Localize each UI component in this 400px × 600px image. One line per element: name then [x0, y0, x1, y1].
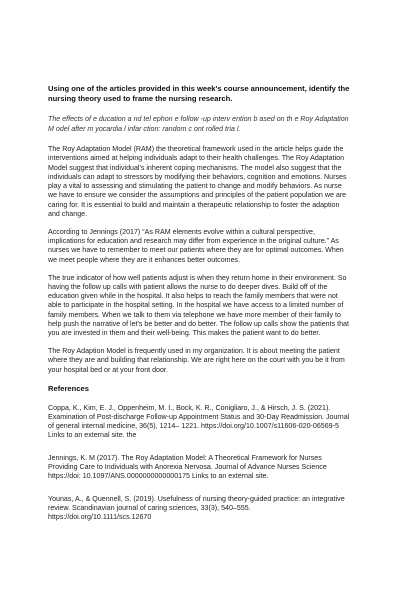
reference-item-1: Coppa, K., Kim, E. J., Oppenheim, M. I., Bock, K. R., Conigliaro, J., & Hirsch, J. S. (2021). Examination of Post-discharge Follow-up Appointment Status and 30-Day Readmission. Journal of general internal medicine, 36(5), 1214– 1221. https://doi.org/10.1007/s11606-020-06569-5 Links to an external site. the — [48, 403, 350, 440]
reference-item-2: Jennings, K. M (2017). The Roy Adaptation Model: A Theoretical Framework for Nurses Providing Care to Individuals with Anorexia Nervosa. Journal of Advance Nurses Science https://doi: 10.1097/ANS.0000000000000175 Links to an external site. — [48, 453, 327, 481]
assignment-question: Using one of the articles provided in this week's course announcement, identify the nursing theory used to frame the nursing research. — [48, 84, 350, 103]
body-paragraph-4: The Roy Adaption Model is frequently used in my organization. It is about meeting the patient where they are and building that relationship. We are right here on the court with you be it from your hospital bed or at your front door. — [48, 347, 345, 374]
reference-item-3: Younas, A., & Quennell, S. (2019). Usefulness of nursing theory-guided practice: an integrative review. Scandinavian journal of caring sciences, 33(3), 540–555. https://doi.org/10.1111/scs.12670 — [48, 494, 345, 522]
body-paragraph-1: The Roy Adaptation Model (RAM) the theoretical framework used in the article helps guide the interventions aimed at helping individuals adapt to their health challenges. The Roy Adaptation Model suggest that individual's inherent coping mechanisms. The model also suggest that the individuals can adapt to stressors by modifying their behaviors, cognition and emotions. Nurses play a vital to assessing and stimulating the patient to change and modify behaviors. As nurse we have to ensure we consider the assumptions and principles of the patient population we are caring for. It is essential to build and maintain a therapeutic relationship to foster the adaption and change. — [48, 145, 347, 219]
references-heading: References — [48, 383, 89, 393]
body-paragraph-3: The true indicator of how well patients adjust is when they return home in their environment. So having the follow up calls with patient allows the nurse to do deeper dives. Build off of the education given while in the hospital. It also helps to reach the family members that were not able to participate in the hospital setting. In the hospital we have access to a limited number of family members. When we talk to them via telephone we have more member of their family to help push the narrative of let's be better and do better. The follow up calls show the patients that you are invested in them and their well-being. This makes the patient want to do better. — [48, 273, 349, 338]
body-paragraph-2: According to Jennings (2017) “As RAM elements evolve within a cultural perspective, implications for education and research may differ from experience in the original culture.” As nurses we have to remember to meet our patients where they are for optimal outcomes. When we meet people where they are it enhances better outcomes. — [48, 227, 344, 264]
article-title: The effects of e ducation a nd tel ephon e follow -up interv ention b ased on th e Roy Adaptation M odel after m yocardia l infar ction: random c ont rolled tria l. — [48, 115, 349, 133]
